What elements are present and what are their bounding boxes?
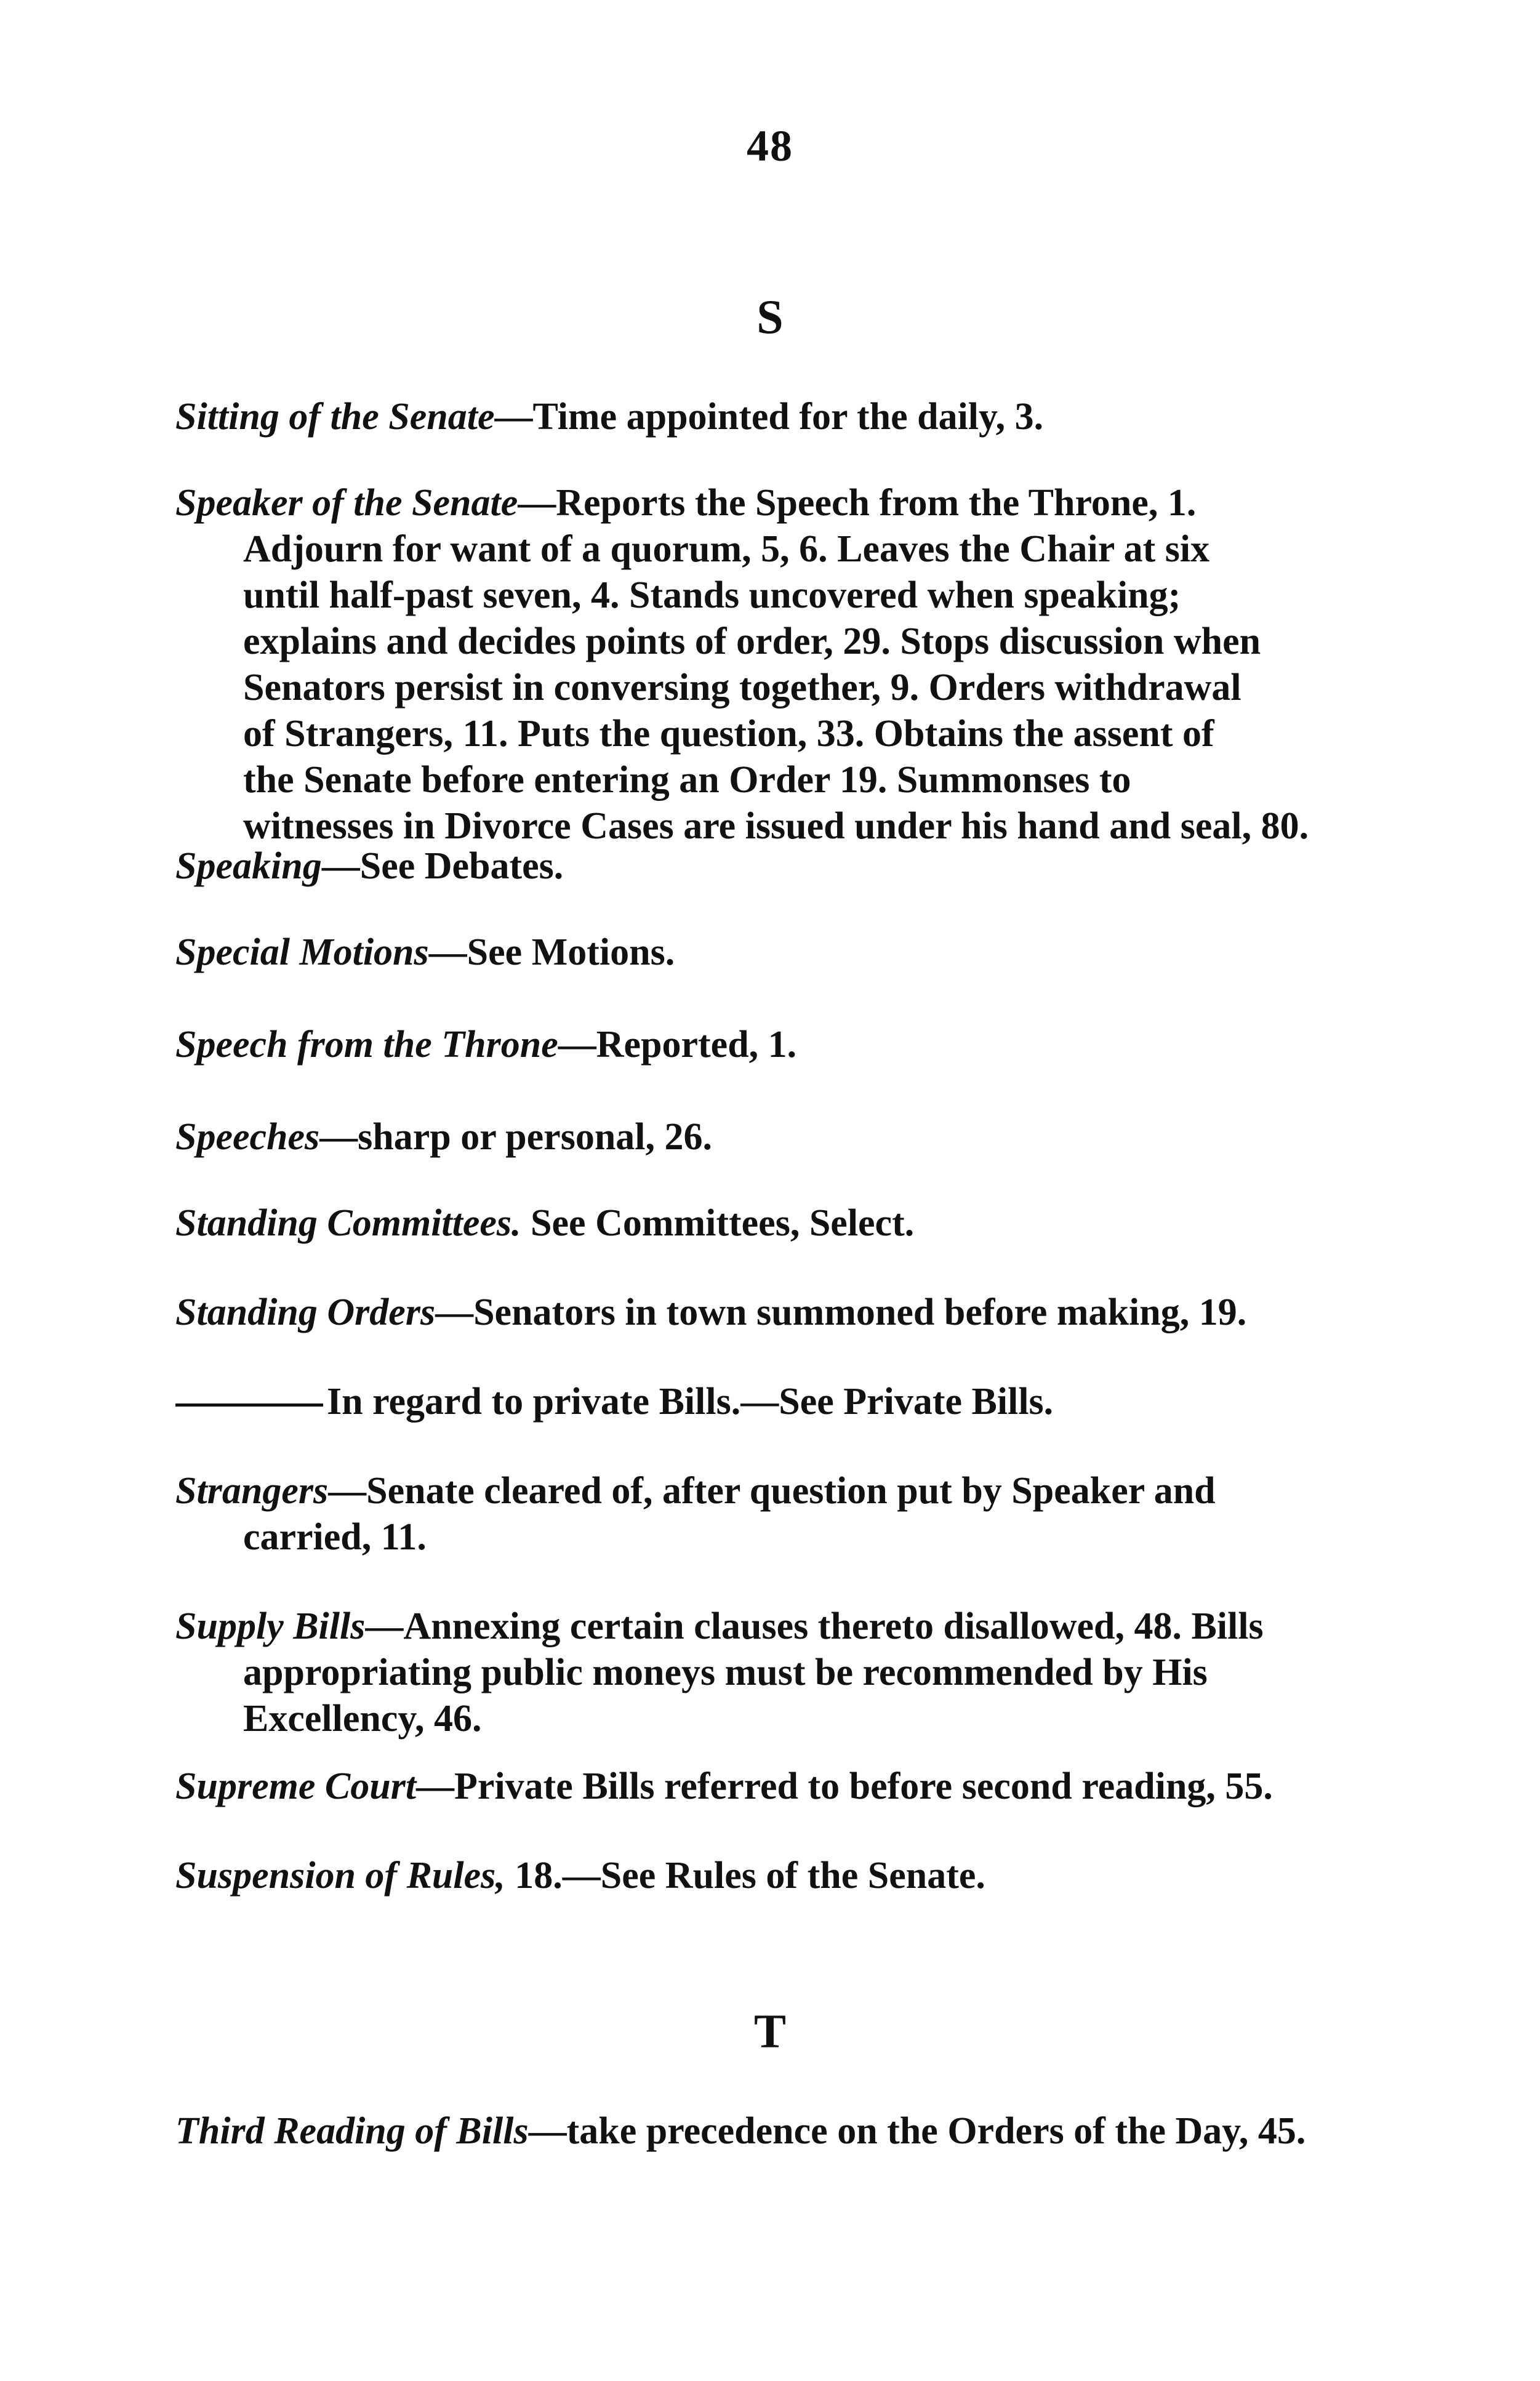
entry-heading: Speaking [175, 845, 322, 887]
entry-continuation-line: the Senate before entering an Order 19. Summonses to [243, 759, 1131, 801]
entry-text: —Reported, 1. [558, 1024, 797, 1066]
entry-heading: Special Motions [175, 931, 429, 973]
entry-heading: Speech from the Throne [175, 1024, 558, 1066]
index-entry-third-reading [175, 2108, 1379, 2154]
entry-first-line [175, 1468, 1379, 1514]
entry-text: —Senate cleared of, after question put by Speaker and [328, 1470, 1216, 1512]
entry-text: —Reports the Speech from the Throne, 1. [518, 482, 1197, 524]
entry-heading: Third Reading of Bills [175, 2110, 529, 2152]
entry-heading: Sitting of the Senate [175, 396, 495, 438]
entry-continuation-line: Adjourn for want of a quorum, 5, 6. Leaves the Chair at six [243, 528, 1210, 570]
entry-first-line [175, 1604, 1379, 1650]
section-letter-t: T [753, 2004, 787, 2058]
entry-heading: Strangers [175, 1470, 329, 1512]
entry-continuation-line: witnesses in Divorce Cases are issued under his hand and seal, 80. [243, 805, 1309, 847]
index-entry-speaking [175, 843, 1379, 889]
page-number: 48 [747, 121, 793, 171]
entry-text: See Committees, Select. [521, 1202, 915, 1244]
entry-continuation-line: until half-past seven, 4. Stands uncovered when speaking; [243, 574, 1181, 616]
entry-text: —Private Bills referred to before second reading, 55. [416, 1765, 1273, 1807]
entry-heading: Speeches [175, 1116, 320, 1158]
entry-text: —sharp or personal, 26. [319, 1116, 713, 1158]
entry-heading: Standing Orders [175, 1291, 436, 1333]
entry-heading: Supreme Court [175, 1765, 417, 1807]
index-entry-supply-bills [175, 1604, 1379, 1742]
section-letter-s: S [756, 290, 784, 343]
entry-heading: Supply Bills [175, 1605, 366, 1647]
entry-text: —See Motions. [428, 931, 675, 973]
index-entry-speech-throne [175, 1022, 1379, 1068]
entry-continuation-line: appropriating public moneys must be recommended by His [243, 1652, 1208, 1693]
entry-text: —Annexing certain clauses thereto disallowed, 48. Bills [365, 1605, 1264, 1647]
entry-text: —take precedence on the Orders of the Day, 45. [528, 2110, 1306, 2152]
ditto-rule [175, 1403, 323, 1407]
index-entry-standing-committees [175, 1200, 1379, 1247]
index-entry-speeches [175, 1114, 1379, 1160]
entry-heading: Suspension of Rules, [175, 1855, 505, 1897]
entry-text: —Senators in town summoned before making, 19. [435, 1291, 1247, 1333]
entry-continuation-line: Senators persist in conversing together, 9. Orders withdrawal [243, 667, 1241, 709]
index-entry-standing-orders [175, 1290, 1379, 1336]
entry-continuation-line: of Strangers, 11. Puts the question, 33. Obtains the assent of [243, 713, 1214, 755]
index-entry-strangers [175, 1468, 1379, 1560]
index-entry-suspension [175, 1853, 1379, 1899]
index-entry-supreme-court [175, 1764, 1379, 1810]
entry-text: —Time appointed for the daily, 3. [494, 396, 1044, 438]
entry-continuation-line: explains and decides points of order, 29. Stops discussion when [243, 620, 1261, 662]
index-entry-private-bills [175, 1379, 1379, 1425]
entry-continuation-line: Excellency, 46. [243, 1698, 482, 1740]
entry-continuation-line: carried, 11. [243, 1516, 427, 1558]
entry-first-line [175, 480, 1379, 526]
index-entry-special-motions [175, 930, 1379, 976]
index-entry-speaker [175, 480, 1379, 849]
entry-heading: Standing Committees. [175, 1202, 521, 1244]
entry-text: 18.—See Rules of the Senate. [505, 1855, 985, 1897]
entry-text: In regard to private Bills.—See Private Bills. [327, 1381, 1054, 1423]
entry-heading: Speaker of the Senate [175, 482, 518, 524]
entry-text: —See Debates. [321, 845, 564, 887]
index-entry-sitting [175, 394, 1379, 440]
